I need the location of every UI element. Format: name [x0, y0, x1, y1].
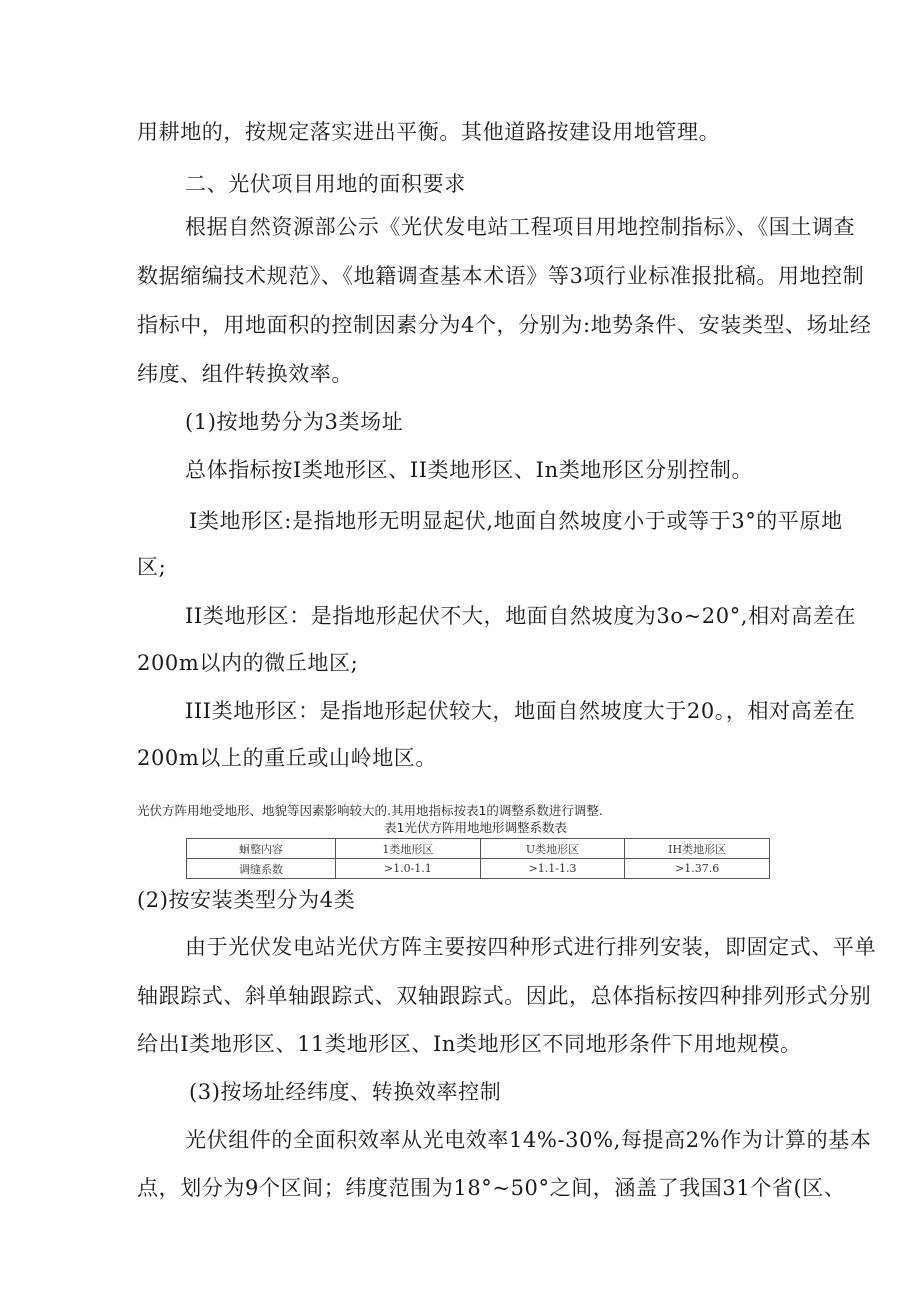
paragraph-line: II类地形区：是指地形起伏不大，地面自然坡度为3o~20°,相对高差在 [185, 604, 857, 628]
paragraph-line: 总体指标按I类地形区、II类地形区、In类地形区分别控制。 [185, 458, 754, 482]
paragraph-line: 光伏组件的全面积效率从光电效率14%-30%,每提高2%作为计算的基本 [185, 1128, 872, 1152]
adjustment-coefficient-table [186, 838, 770, 879]
paragraph-line: 200m以内的微丘地区; [137, 651, 359, 675]
table-cell: >1.37.6 [625, 859, 770, 879]
table-caption: 表1光伏方阵用地地形调整系数表 [384, 820, 567, 835]
table-cell: >1.1-1.3 [480, 859, 625, 879]
table-row [187, 859, 770, 879]
table-cell: 调缝系数 [187, 859, 336, 879]
paragraph-line: 由于光伏发电站光伏方阵主要按四种形式进行排列安装，即固定式、平单 [185, 935, 877, 959]
paragraph-line: 轴跟踪式、斜单轴跟踪式、双轴跟踪式。因此，总体指标按四种排列形式分别 [137, 984, 872, 1008]
paragraph-line: I类地形区:是指地形无明显起伏,地面自然坡度小于或等于3°的平原地 [189, 509, 843, 533]
paragraph-line: III类地形区：是指地形起伏较大，地面自然坡度大于20。，相对高差在 [185, 699, 856, 723]
table-cell: >1.0-1.1 [336, 859, 481, 879]
subsection-heading: (1)按地势分为3类场址 [185, 410, 404, 434]
paragraph-line: 指标中，用地面积的控制因素分为4个，分别为:地势条件、安装类型、场址经 [137, 313, 872, 337]
paragraph-line: 用耕地的，按规定落实进出平衡。其他道路按建设用地管理。 [137, 120, 721, 144]
paragraph-line: 区; [137, 555, 167, 579]
paragraph-line: 给出I类地形区、11类地形区、In类地形区不同地形条件下用地规模。 [137, 1032, 802, 1056]
table-cell: 蛔整内容 [187, 839, 336, 859]
table-header-row [187, 839, 770, 859]
section-heading: 二、光伏项目用地的面积要求 [185, 172, 466, 196]
paragraph-line: 200m以上的重丘或山岭地区。 [137, 746, 437, 770]
subsection-heading: (3)按场址经纬度、转换效率控制 [189, 1080, 502, 1104]
paragraph-line: 纬度、组件转换效率。 [137, 362, 353, 386]
table-cell: IH类地形区 [625, 839, 770, 859]
table-cell: 1类地形区 [336, 839, 481, 859]
table-cell: U类地形区 [480, 839, 625, 859]
table-note: 光伏方阵用地受地形、地貌等因素影响较大的.其用地指标按表1的调整系数进行调整. [137, 803, 603, 818]
paragraph-line: 数据缩编技术规范》、《地籍调查基本术语》等3项行业标准报批稿。用地控制 [137, 264, 865, 288]
paragraph-line: 点，划分为9个区间；纬度范围为18°~50°之间，涵盖了我国31个省(区、 [137, 1176, 846, 1200]
subsection-heading: (2)按安装类型分为4类 [137, 888, 356, 912]
paragraph-line: 根据自然资源部公示《光伏发电站工程项目用地控制指标》、《国土调查 [185, 215, 856, 239]
